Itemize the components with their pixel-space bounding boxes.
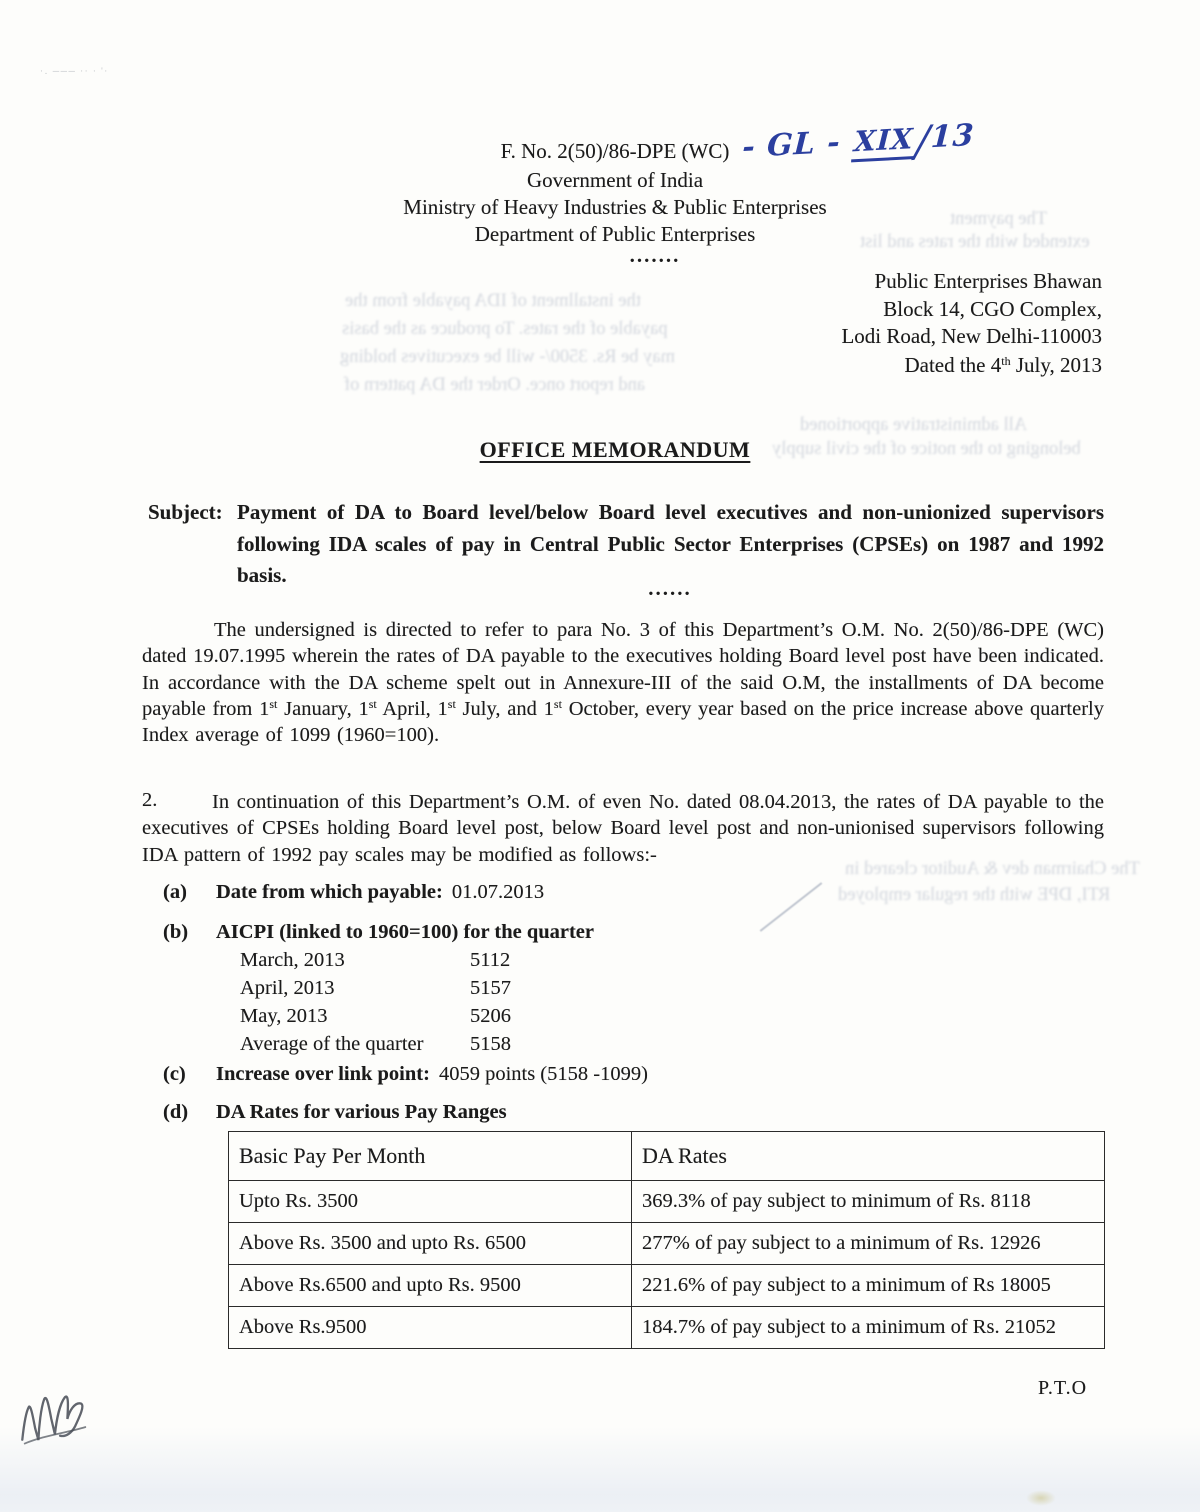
- org-line-department: Department of Public Enterprises: [474, 222, 756, 246]
- address-line: Lodi Road, New Delhi-110003: [841, 324, 1102, 348]
- table-header-basic-pay: Basic Pay Per Month: [229, 1132, 632, 1181]
- date-suffix: July, 2013: [1010, 353, 1102, 377]
- item-a-heading: Date from which payable:: [216, 881, 443, 903]
- bleedthrough-text: and report once. Order the DA pattern of: [344, 375, 646, 395]
- aicpi-value: 5112: [470, 949, 511, 971]
- aicpi-row: [240, 977, 511, 1000]
- handwritten-annotation: [741, 114, 976, 175]
- address-line: Public Enterprises Bhawan: [874, 269, 1102, 293]
- da-rate-cell: 221.6% of pay subject to a minimum of Rs 18005: [632, 1265, 1105, 1307]
- bleedthrough-text: extended with the rates and list: [860, 232, 1090, 252]
- ordinal-superscript: st: [553, 696, 562, 711]
- pay-range-cell: Above Rs. 3500 and upto Rs. 6500: [229, 1223, 632, 1265]
- item-b-heading: AICPI (linked to 1960=100) for the quarter: [216, 921, 594, 943]
- para1-text: April, 1: [376, 697, 448, 720]
- date-line: [660, 352, 1102, 380]
- aicpi-month: April, 2013: [240, 977, 335, 999]
- bleedthrough-text: All administrative apportioned: [800, 415, 1028, 435]
- org-line-ministry: Ministry of Heavy Industries & Public Enterprises: [403, 195, 827, 219]
- para1-text: October, every year based on the price increase above quarterly Index average of 1099 (1960=100).: [142, 697, 1104, 747]
- para1-text: July, and 1: [455, 697, 554, 720]
- separator-dots: .......: [629, 243, 681, 267]
- bleedthrough-text: payable of the rates. To produce as the basis: [342, 319, 668, 339]
- table-row: [229, 1307, 1105, 1349]
- da-rate-cell: 369.3% of pay subject to minimum of Rs. 8118: [632, 1181, 1105, 1223]
- address-line: Block 14, CGO Complex,: [883, 296, 1102, 321]
- bleedthrough-text: The Chairman dev & Auditor cleared in: [845, 859, 1140, 879]
- table-row: [229, 1181, 1105, 1223]
- bleedthrough-text: RTI, DPE with the regular employed: [838, 885, 1111, 905]
- org-line-government: Government of India: [526, 168, 704, 192]
- date-prefix: Dated the 4: [904, 353, 1002, 377]
- table-header-da-rates: DA Rates: [632, 1132, 1105, 1181]
- da-rates-table: [228, 1131, 1105, 1349]
- bleedthrough-text: may be Rs. 3500/- will be executives holding: [340, 347, 675, 367]
- file-number: F. No. 2(50)/86-DPE (WC): [500, 139, 730, 163]
- subject-label: Subject:: [148, 500, 223, 524]
- aicpi-month: March, 2013: [240, 949, 345, 971]
- item-b: [163, 921, 594, 944]
- memo-title: OFFICE MEMORANDUM: [479, 437, 751, 462]
- scan-smudge: ·․ ─── ·· · '·: [40, 66, 109, 76]
- handwritten-slash: /: [914, 116, 932, 167]
- bleedthrough-text: The payment: [950, 209, 1048, 229]
- pay-range-cell: Above Rs.6500 and upto Rs. 9500: [229, 1265, 632, 1307]
- subject-text: Payment of DA to Board level/below Board level executives and non-unionized supervisors following IDA scales of pay in Central Public Sector Enterprises (CPSEs) on 1987 and 1992 basis.: [237, 500, 1104, 587]
- handwritten-roman-numeral: XIX: [851, 122, 916, 162]
- bleedthrough-text: the installment of IDA payable from the: [345, 291, 641, 311]
- pay-range-cell: Above Rs.9500: [229, 1307, 632, 1349]
- item-d-heading: DA Rates for various Pay Ranges: [216, 1101, 507, 1123]
- scan-bottom-tint: [0, 1427, 1200, 1512]
- aicpi-value: 5206: [470, 1005, 511, 1027]
- item-a-value: 01.07.2013: [451, 881, 545, 903]
- item-b-label: (b): [163, 921, 189, 943]
- paragraph-2: In continuation of this Department’s O.M. of even No. dated 08.04.2013, the rates of DA payable to the executives of CPSEs holding Board level post, below Board level post and non-unionised supervisors following IDA pattern of 1992 pay scales may be modified as follows:-: [142, 791, 1104, 866]
- ordinal-superscript: st: [269, 696, 278, 711]
- pay-range-cell: Upto Rs. 3500: [229, 1181, 632, 1223]
- pen-stroke-mark: [760, 882, 823, 932]
- handwritten-prefix: - GL -: [741, 124, 842, 166]
- aicpi-average-label: Average of the quarter: [240, 1033, 424, 1055]
- handwritten-year: 13: [929, 117, 976, 156]
- item-d: [163, 1101, 507, 1124]
- memo-title-row: [15, 437, 1200, 463]
- table-row: [229, 1265, 1105, 1307]
- da-rate-cell: 277% of pay subject to a minimum of Rs. 12926: [632, 1223, 1105, 1265]
- item-a-label: (a): [163, 881, 187, 903]
- item-c: [163, 1063, 648, 1086]
- address-block: [660, 268, 1102, 351]
- item-a: [163, 881, 544, 904]
- item-c-value: 4059 points (5158 -1099): [438, 1063, 648, 1085]
- para1-text: January, 1: [277, 697, 369, 720]
- aicpi-month: May, 2013: [240, 1005, 328, 1027]
- table-header-row: [229, 1132, 1105, 1181]
- da-rate-cell: 184.7% of pay subject to a minimum of Rs. 21052: [632, 1307, 1105, 1349]
- separator-dots: ......: [648, 576, 692, 600]
- item-c-label: (c): [163, 1063, 186, 1085]
- item-d-label: (d): [163, 1101, 189, 1123]
- pto-mark: P.T.O: [1038, 1377, 1088, 1399]
- table-row: [229, 1223, 1105, 1265]
- aicpi-value: 5157: [470, 977, 511, 999]
- date-superscript: th: [1001, 354, 1011, 368]
- ordinal-superscript: st: [368, 696, 377, 711]
- scan-stain: [1026, 1490, 1056, 1506]
- item-c-heading: Increase over link point:: [216, 1063, 430, 1085]
- ordinal-superscript: st: [447, 696, 456, 711]
- paragraph-2-number: 2.: [142, 789, 158, 811]
- aicpi-average-value: 5158: [470, 1033, 511, 1055]
- aicpi-row: [240, 1033, 511, 1056]
- paragraph-1: [142, 617, 1104, 748]
- aicpi-row: [240, 949, 510, 972]
- aicpi-row: [240, 1005, 511, 1028]
- para1-text: The undersigned is directed to refer to para No. 3 of this Department’s O.M. No. 2(50)/86-DPE (WC) dated 19.07.1995 wherein the rates of DA payable to the executives holding Board level post have been indicated. In accordance with the DA scheme spelt out in Annexure-III of the said O.M, the installments of DA become payable from 1: [142, 619, 1104, 720]
- bleedthrough-text: belonging to the notice of the civil supply: [772, 439, 1081, 459]
